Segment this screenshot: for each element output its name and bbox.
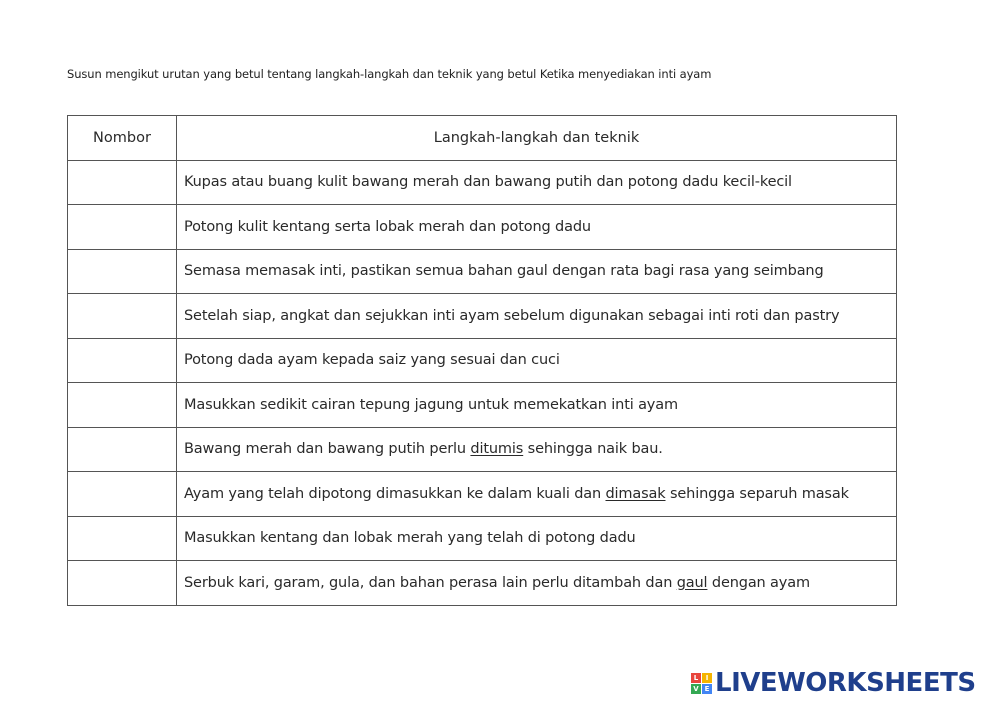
table-row [68,338,897,383]
step-text: Potong kulit kentang serta lobak merah dan potong dadu [184,218,591,235]
logo-mark-letter: I [702,673,712,683]
step-text-cell [177,205,897,250]
header-number: Nombor [68,116,177,161]
number-answer-cell[interactable] [68,249,177,294]
logo-mark-letter: E [702,684,712,694]
liveworksheets-logo-icon [691,673,712,694]
table-row [68,516,897,561]
step-text: Setelah siap, angkat dan sejukkan inti ayam sebelum digunakan sebagai inti roti dan pastry [184,307,840,324]
step-text-cell [177,383,897,428]
number-answer-cell[interactable] [68,472,177,517]
number-answer-cell[interactable] [68,205,177,250]
table-row [68,294,897,339]
logo-mark-letter: L [691,673,701,683]
table-row [68,427,897,472]
number-answer-cell[interactable] [68,294,177,339]
table-body [68,160,897,605]
step-text: sehingga naik bau. [523,441,663,458]
number-answer-cell[interactable] [68,383,177,428]
step-text-cell [177,516,897,561]
underlined-keyword: ditumis [470,441,524,458]
table-row [68,205,897,250]
step-text-cell [177,249,897,294]
table-row [68,383,897,428]
step-text: Masukkan kentang dan lobak merah yang telah di potong dadu [184,530,636,547]
step-text: Semasa memasak inti, pastikan semua bahan gaul dengan rata bagi rasa yang seimbang [184,263,824,280]
logo-text: LIVEWORKSHEETS [715,668,976,698]
step-text-cell [177,561,897,606]
step-text-cell [177,338,897,383]
underlined-keyword: gaul [676,574,708,591]
step-text-cell [177,294,897,339]
number-answer-cell[interactable] [68,427,177,472]
step-text-cell [177,427,897,472]
step-text: Kupas atau buang kulit bawang merah dan bawang putih dan potong dadu kecil-kecil [184,174,792,191]
number-answer-cell[interactable] [68,561,177,606]
number-answer-cell[interactable] [68,338,177,383]
table-row [68,249,897,294]
underlined-keyword: dimasak [605,485,666,502]
step-text: Ayam yang telah dipotong dimasukkan ke dalam kuali dan [184,485,606,502]
step-text-cell [177,472,897,517]
header-steps: Langkah-langkah dan teknik [177,116,897,161]
step-text-cell [177,160,897,205]
logo-mark-letter: V [691,684,701,694]
step-text: dengan ayam [707,574,810,591]
table-row [68,561,897,606]
instruction-text: Susun mengikut urutan yang betul tentang langkah-langkah dan teknik yang betul Ketika menyediakan inti ayam [67,67,712,81]
worksheet-table [67,115,897,606]
table-header-row [68,116,897,161]
step-text: sehingga separuh masak [665,485,849,502]
step-text: Masukkan sedikit cairan tepung jagung untuk memekatkan inti ayam [184,396,678,413]
table-row [68,160,897,205]
table-row [68,472,897,517]
number-answer-cell[interactable] [68,160,177,205]
step-text: Bawang merah dan bawang putih perlu [184,441,471,458]
liveworksheets-logo [691,668,976,698]
number-answer-cell[interactable] [68,516,177,561]
step-text: Serbuk kari, garam, gula, dan bahan perasa lain perlu ditambah dan [184,574,677,591]
step-text: Potong dada ayam kepada saiz yang sesuai dan cuci [184,352,560,369]
